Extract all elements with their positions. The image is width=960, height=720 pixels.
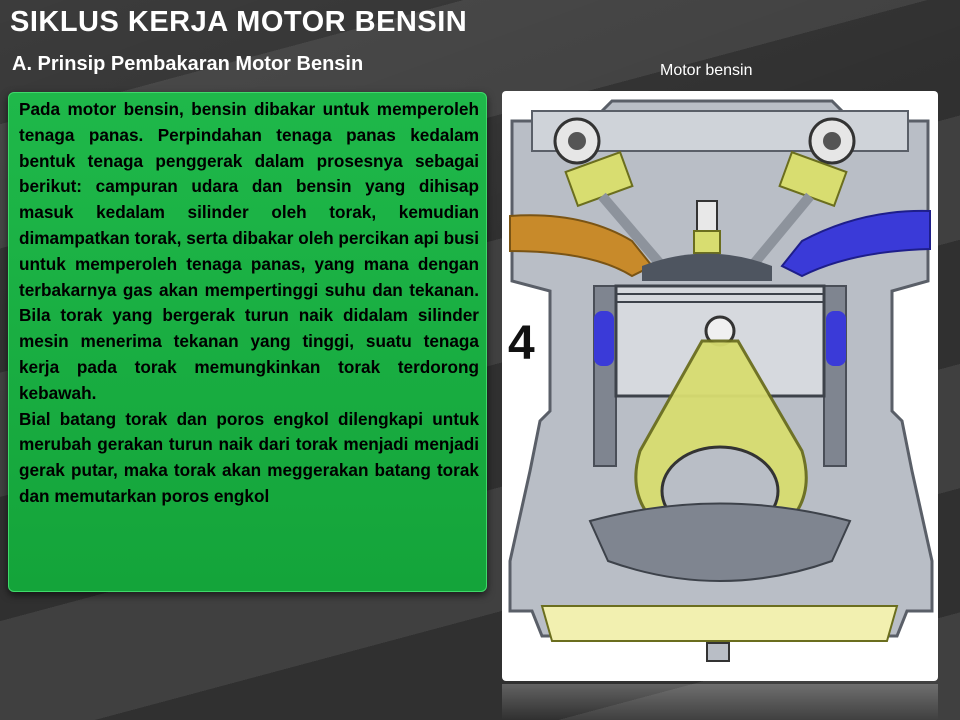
- engine-illustration: [502, 91, 938, 681]
- paragraph-1: Pada motor bensin, bensin dibakar untuk memperoleh tenaga panas. Perpindahan tenaga panas kedalam bentuk tenaga penggerak dalam prosesnya sebagai berikut: campuran udara dan bensin yang dihisap masuk kedalam silinder oleh torak, kemudian dimampatkan torak, serta dibakar oleh percikan api busi untuk memperoleh tenaga panas, yang mana dengan terbakarnya gas akan mempertinggi suhu dan tekanan. Bila torak yang bergerak turun naik didalam silinder mesin menerima tekanan yang tinggi, suatu tenaga kerja pada torak memungkinkan torak terdorong kebawah.: [19, 99, 479, 403]
- explanation-text-box: [8, 92, 487, 592]
- figure-caption: Motor bensin: [660, 62, 753, 79]
- oil-pan: [542, 606, 897, 641]
- cooling-jacket-right: [826, 311, 846, 366]
- cooling-jacket-left: [594, 311, 614, 366]
- slide-title: SIKLUS KERJA MOTOR BENSIN: [10, 6, 468, 38]
- slide-subtitle: A. Prinsip Pembakaran Motor Bensin: [12, 53, 364, 75]
- paragraph-2: Bial batang torak dan poros engkol dilengkapi untuk merubah gerakan turun naik dari torak menjadi menjadi gerak putar, maka torak akan meggerakan batang torak dan memutarkan poros engkol: [19, 408, 479, 506]
- stroke-number: 4: [508, 317, 535, 370]
- drain-bolt: [707, 643, 729, 661]
- figure-reflection: [502, 684, 938, 720]
